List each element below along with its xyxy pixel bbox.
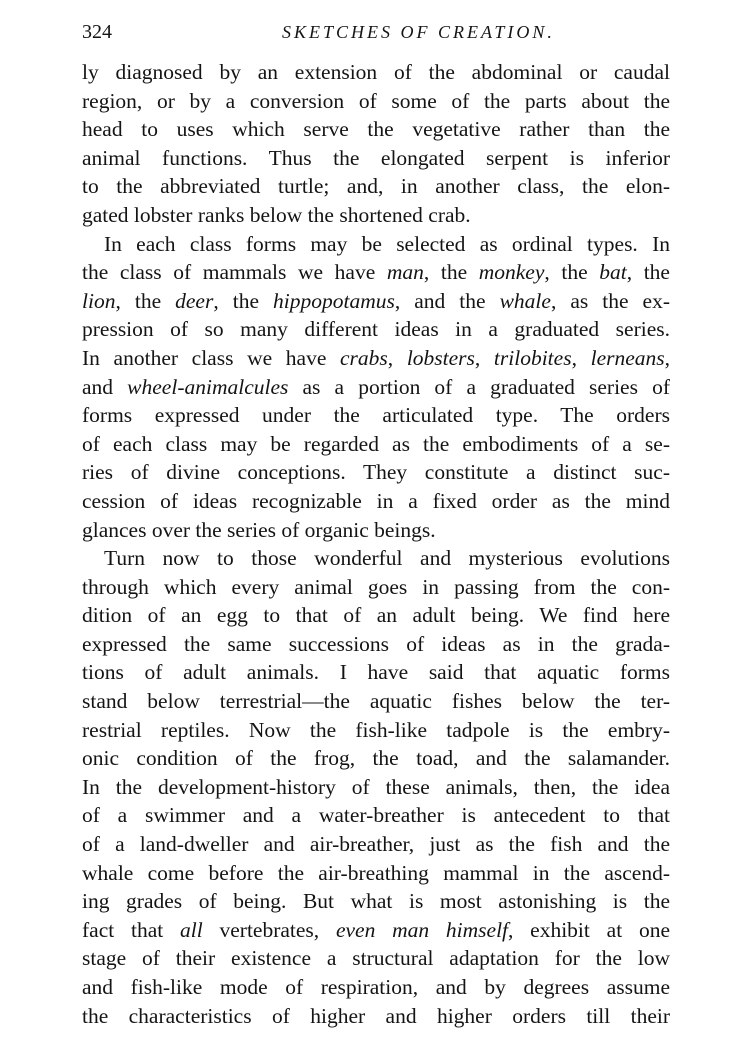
text-segment: expressed the same successions of ideas as in the grada-: [82, 631, 670, 656]
text-segment: whale come before the air-breathing mammal in the ascend-: [82, 860, 670, 885]
text-segment: , the: [115, 288, 176, 313]
text-segment: restrial reptiles. Now the fish-like tadpole is the embry-: [82, 717, 670, 742]
text-line: [82, 230, 670, 259]
text-line: [82, 58, 670, 87]
italic-text: even man himself: [335, 917, 509, 942]
text-segment: ,: [387, 345, 407, 370]
text-segment: head to uses which serve the vegetative rather than the: [82, 117, 670, 142]
text-segment: and: [82, 374, 128, 399]
running-title: SKETCHES OF CREATION.: [282, 22, 555, 42]
text-segment: to the abbreviated turtle; and, in another class, the elon-: [82, 174, 670, 199]
text-line: [82, 172, 670, 201]
text-line: [82, 801, 670, 830]
italic-text: whale: [499, 288, 551, 313]
text-line: [82, 773, 670, 802]
text-segment: vertebrates,: [202, 917, 336, 942]
text-segment: the class of mammals we have: [82, 260, 387, 285]
text-segment: animal functions. Thus the elongated serpent is inferior: [82, 145, 670, 170]
text-line: [82, 401, 670, 430]
text-segment: pression of so many different ideas in a graduated series.: [82, 317, 670, 342]
text-line: [82, 144, 670, 173]
italic-text: all: [180, 917, 203, 942]
text-line: [82, 830, 670, 859]
text-line: [82, 658, 670, 687]
italic-text: bat: [599, 260, 627, 285]
text-segment: , the: [423, 260, 479, 285]
text-segment: ing grades of being. But what is most astonishing is the: [82, 889, 670, 914]
text-segment: , the: [544, 260, 600, 285]
italic-text: hippopotamus: [273, 288, 395, 313]
italic-text: deer: [175, 288, 214, 313]
text-line: [82, 887, 670, 916]
text-line: [82, 458, 670, 487]
text-segment: stand below terrestrial—the aquatic fishes below the ter-: [82, 689, 670, 714]
page-number: 324: [82, 21, 112, 43]
text-segment: ,: [664, 345, 670, 370]
text-segment: gated lobster ranks below the shortened crab.: [82, 202, 471, 227]
text-segment: Turn now to those wonderful and mysterious evolutions: [104, 546, 670, 571]
text-segment: onic condition of the frog, the toad, and the salamander.: [82, 746, 670, 771]
text-segment: In the development-history of these animals, then, the idea: [82, 774, 670, 799]
text-line: [82, 115, 670, 144]
text-line: [82, 487, 670, 516]
text-line: [82, 687, 670, 716]
text-segment: In each class forms may be selected as ordinal types. In: [104, 231, 670, 256]
text-segment: and fish-like mode of respiration, and by degrees assume: [82, 975, 670, 999]
text-line: [82, 573, 670, 602]
text-segment: cession of ideas recognizable in a fixed order as the mind: [82, 488, 670, 513]
text-segment: ly diagnosed by an extension of the abdominal or caudal: [82, 60, 670, 84]
text-segment: , exhibit at one: [508, 917, 670, 942]
text-line: [82, 630, 670, 659]
italic-text: trilobites: [493, 345, 572, 370]
text-segment: of a land-dweller and air-breather, just as the fish and the: [82, 832, 670, 857]
italic-text: lerneans: [590, 345, 665, 370]
text-segment: ,: [474, 345, 494, 370]
text-segment: ries of divine conceptions. They constitute a distinct suc-: [82, 460, 670, 485]
text-line: [82, 258, 670, 287]
text-segment: fact that: [82, 917, 181, 942]
text-line: [82, 315, 670, 344]
text-line: [82, 916, 670, 945]
text-line: [82, 430, 670, 459]
running-head: [82, 19, 670, 45]
text-segment: , as the ex-: [550, 288, 670, 313]
italic-text: wheel-animalcules: [127, 374, 289, 399]
text-segment: the characteristics of higher and higher orders till their: [82, 1003, 670, 1028]
text-line: [82, 973, 670, 1002]
text-segment: through which every animal goes in passing from the con-: [82, 574, 670, 599]
italic-text: man: [386, 260, 424, 285]
text-segment: , the: [213, 288, 273, 313]
italic-text: lobsters: [406, 345, 475, 370]
text-segment: ,: [571, 345, 591, 370]
text-segment: as a portion of a graduated series of: [288, 374, 670, 399]
text-line: [82, 87, 670, 116]
text-line: [82, 859, 670, 888]
text-segment: tions of adult animals. I have said that aquatic forms: [82, 660, 670, 685]
text-segment: forms expressed under the articulated type. The orders: [82, 403, 670, 428]
italic-text: crabs: [340, 345, 388, 370]
text-line: [82, 201, 670, 230]
text-segment: dition of an egg to that of an adult being. We find here: [82, 603, 670, 628]
text-segment: of a swimmer and a water-breather is antecedent to that: [82, 803, 670, 828]
italic-text: monkey: [478, 260, 545, 285]
text-line: [82, 344, 670, 373]
text-line: [82, 601, 670, 630]
text-segment: In another class we have: [82, 345, 341, 370]
text-line: [82, 373, 670, 402]
text-line: [82, 544, 670, 573]
text-segment: glances over the series of organic beings.: [82, 517, 436, 542]
text-segment: of each class may be regarded as the embodiments of a se-: [82, 431, 670, 456]
italic-text: lion: [82, 288, 116, 313]
text-line: [82, 516, 670, 545]
text-line: [82, 744, 670, 773]
text-segment: stage of their existence a structural adaptation for the low: [82, 946, 670, 971]
text-segment: region, or by a conversion of some of the parts about the: [82, 88, 670, 113]
text-line: [82, 1002, 670, 1031]
text-line: [82, 287, 670, 316]
text-line: [82, 716, 670, 745]
text-line: [82, 944, 670, 973]
body-text: [82, 58, 670, 1030]
text-segment: , and the: [394, 288, 500, 313]
text-segment: , the: [626, 260, 670, 285]
